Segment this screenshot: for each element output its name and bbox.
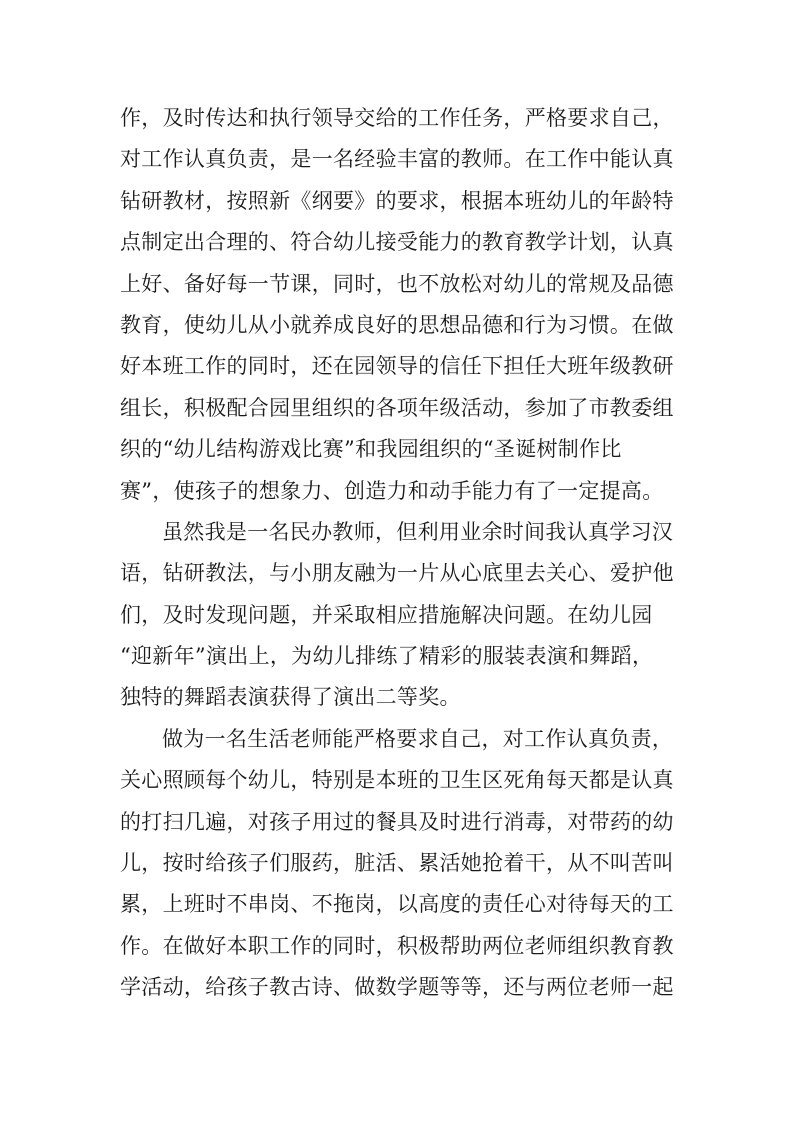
text-line: 累，上班时不串岗、不拖岗，以高度的责任心对待每天的工 xyxy=(120,892,674,917)
paragraph-start-line: 做为一名生活老师能严格要求自己，对工作认真负责， xyxy=(162,726,674,751)
paragraph-start-line: 虽然我是一名民办教师，但利用业余时间我认真学习汉 xyxy=(162,519,674,544)
text-line: 织的“幼儿结构游戏比赛”和我园组织的“圣诞树制作比 xyxy=(120,437,622,462)
text-line: 对工作认真负责，是一名经验丰富的教师。在工作中能认真 xyxy=(120,147,674,172)
text-line: 赛”，使孩子的想象力、创造力和动手能力有了一定提高。 xyxy=(120,478,664,503)
text-line: 上好、备好每一节课，同时，也不放松对幼儿的常规及品德 xyxy=(120,271,674,296)
document-body xyxy=(120,98,676,1009)
text-line: 语，钻研教法，与小朋友融为一片从心底里去关心、爱护他 xyxy=(120,561,674,586)
text-line: 的打扫几遍，对孩子用过的餐具及时进行消毒，对带药的幼 xyxy=(120,809,674,834)
text-line: 钻研教材，按照新《纲要》的要求，根据本班幼儿的年龄特 xyxy=(120,188,674,213)
text-line: 儿，按时给孩子们服药，脏活、累活她抢着干，从不叫苦叫 xyxy=(120,851,674,876)
text-line: 独特的舞蹈表演获得了演出二等奖。 xyxy=(120,685,461,710)
text-line: “迎新年”演出上，为幼儿排练了精彩的服装表演和舞蹈， xyxy=(120,644,654,669)
text-line: 们，及时发现问题，并采取相应措施解决问题。在幼儿园 xyxy=(120,602,653,627)
text-line: 关心照顾每个幼儿，特别是本班的卫生区死角每天都是认真 xyxy=(120,768,674,793)
text-line: 作，及时传达和执行领导交给的工作任务，严格要求自己， xyxy=(120,106,674,130)
text-line: 组长，积极配合园里组织的各项年级活动，参加了市教委组 xyxy=(120,395,674,420)
text-line: 作。在做好本职工作的同时，积极帮助两位老师组织教育教 xyxy=(120,933,674,958)
text-line: 点制定出合理的、符合幼儿接受能力的教育教学计划，认真 xyxy=(120,230,674,255)
text-line: 学活动，给孩子教古诗、做数学题等等，还与两位老师一起 xyxy=(120,975,674,1000)
text-line: 好本班工作的同时，还在园领导的信任下担任大班年级教研 xyxy=(120,354,674,379)
text-line: 教育，使幼儿从小就养成良好的思想品德和行为习惯。在做 xyxy=(120,312,674,337)
